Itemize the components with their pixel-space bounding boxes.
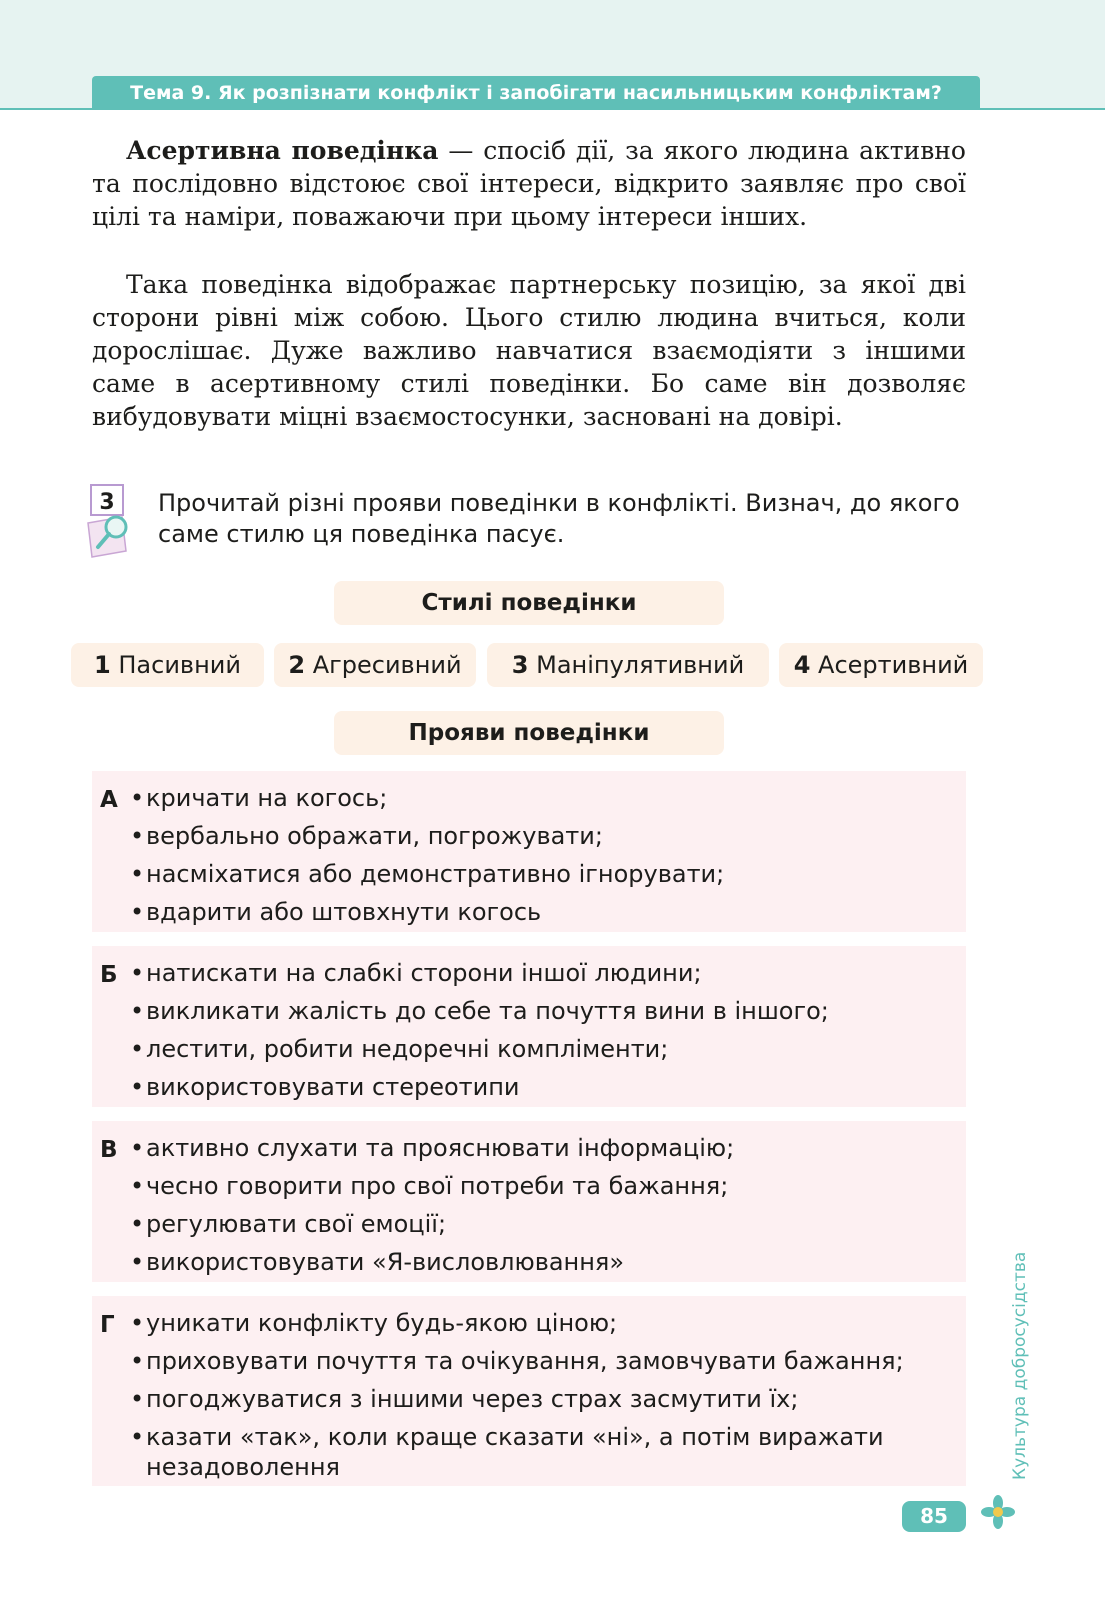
list-item: • регулювати свої емоції; (130, 1209, 950, 1239)
list-item: • уникати конфлікту будь-якою ціною; (130, 1308, 950, 1338)
manifestations-heading: Прояви поведінки (334, 711, 724, 755)
list-item: • активно слухати та прояснювати інформацію; (130, 1133, 950, 1163)
list-item: • погоджуватися з іншими через страх засмутити їх; (130, 1384, 950, 1414)
definition-text: — спосіб дії, за якого людина активно та послідовно відстоює свої інтереси, відкрито заявляє про свої цілі та наміри, поважаючи при цьому інтереси інших. (92, 136, 966, 231)
topic-header: Тема 9. Як розпізнати конфлікт і запобігати насильницьким конфліктам? (92, 76, 980, 110)
list-item: • казати «так», коли краще сказати «ні», а потім виражати незадоволення (130, 1422, 950, 1482)
body-paragraph: Така поведінка відображає партнерську позицію, за якої дві сторони рівні між собою. Цього стилю людина вчиться, коли дорослішає. Дуже важливо навчатися взаємодіяти з іншими саме в асертивному стилі поведінки. Бо саме він дозволяє вибудовувати міцні взаємостосунки, засновані на довірі. (92, 270, 966, 431)
definition-paragraph (92, 134, 966, 233)
behavior-group-c (92, 1121, 966, 1282)
page-number: 85 (902, 1501, 966, 1532)
style-chip-passive: 1 Пасивний (71, 643, 264, 687)
task-instructions: Прочитай різні прояви поведінки в конфлікті. Визнач, до якого саме стилю ця поведінка пасує. (158, 489, 960, 548)
group-letter: Г (100, 1312, 115, 1338)
group-letter: В (100, 1137, 118, 1163)
list-item: • чесно говорити про свої потреби та бажання; (130, 1171, 950, 1201)
behavior-group-b (92, 946, 966, 1107)
list-item: • насміхатися або демонстративно ігнорувати; (130, 859, 950, 889)
task-number: 3 (99, 490, 115, 515)
list-item: • використовувати «Я-висловлювання» (130, 1247, 950, 1277)
behavior-group-a (92, 771, 966, 932)
definition-term: Асертивна поведінка (126, 136, 439, 165)
style-chip-aggressive: 2 Агресивний (274, 643, 476, 687)
section-side-label: Культура добросусідства (1010, 1251, 1030, 1480)
list-item: • натискати на слабкі сторони іншої людини; (130, 958, 950, 988)
magnifier-icon (84, 483, 140, 569)
group-letter: А (100, 787, 118, 813)
flower-icon (981, 1495, 1015, 1529)
style-chip-assertive: 4 Асертивний (779, 643, 983, 687)
style-chip-manipulative: 3 Маніпулятивний (487, 643, 769, 687)
list-item: • використовувати стереотипи (130, 1072, 950, 1102)
list-item: • вербально ображати, погрожувати; (130, 821, 950, 851)
behavior-group-d (92, 1296, 966, 1486)
group-letter: Б (100, 962, 118, 988)
list-item: • викликати жалість до себе та почуття вини в іншого; (130, 996, 950, 1026)
list-item: • приховувати почуття та очікування, замовчувати бажання; (130, 1346, 950, 1376)
list-item: • лестити, робити недоречні компліменти; (130, 1034, 950, 1064)
styles-heading: Стилі поведінки (334, 581, 724, 625)
list-item: • кричати на когось; (130, 783, 950, 813)
list-item: • вдарити або штовхнути когось (130, 897, 950, 927)
